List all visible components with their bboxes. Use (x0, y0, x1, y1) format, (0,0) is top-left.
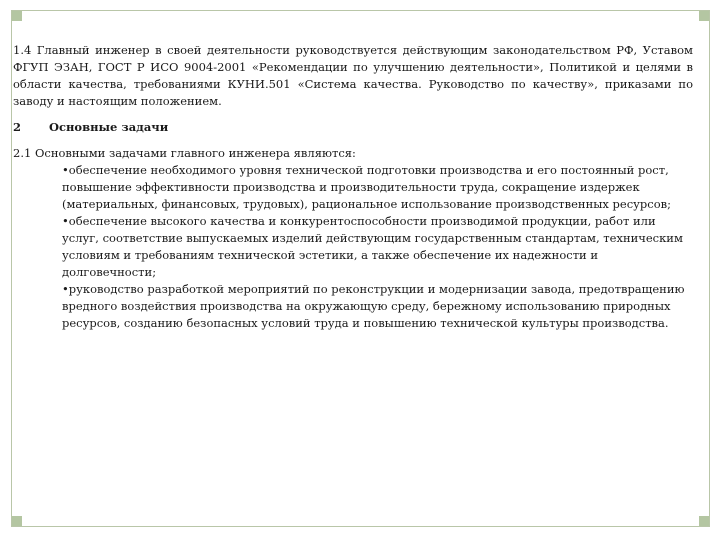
document-body (13, 42, 693, 332)
section-title: Основные задачи (49, 120, 169, 134)
section-heading (13, 119, 693, 136)
task-list-item: •обеспечение высокого качества и конкурентоспособности производимой продукции, работ или услуг, соответствие выпускаемых изделий действующим государственным стандартам, техническим условиям и требованиям технической эстетики, а также обеспечение их надежности и долговечности; (62, 214, 683, 279)
paragraph-1-4: 1.4 Главный инженер в своей деятельности руководствуется действующим законодательством РФ, Уставом ФГУП ЭЗАН, ГОСТ Р ИСО 9004-2001 «Рекомендации по улучшению деятельности», Политикой и целями в области качества, требованиями КУНИ.501 «Система качества. Руководство по качеству», приказами по заводу и настоящим положением. (13, 43, 693, 108)
task-list-item: •обеспечение необходимого уровня технической подготовки производства и его постоянный рост, повышение эффективности производства и производительности труда, сокращение издержек (материальных, финансовых, трудовых), рациональное использование производственных ресурсов; (62, 163, 672, 211)
task-list-item: •руководство разработкой мероприятий по реконструкции и модернизации завода, предотвращению вредного воздействия производства на окружающую среду, бережному использованию природных ресурсов, созданию безопасных условий труда и повышению технической культуры производства. (62, 282, 685, 330)
corner-decoration-top-left (12, 11, 22, 21)
corner-decoration-bottom-left (12, 516, 22, 526)
task-list (62, 162, 693, 332)
section-number: 2 (13, 120, 22, 134)
paragraph-2-1: 2.1 Основными задачами главного инженера являются: (13, 146, 356, 160)
corner-decoration-bottom-right (699, 516, 709, 526)
corner-decoration-top-right (699, 11, 709, 21)
